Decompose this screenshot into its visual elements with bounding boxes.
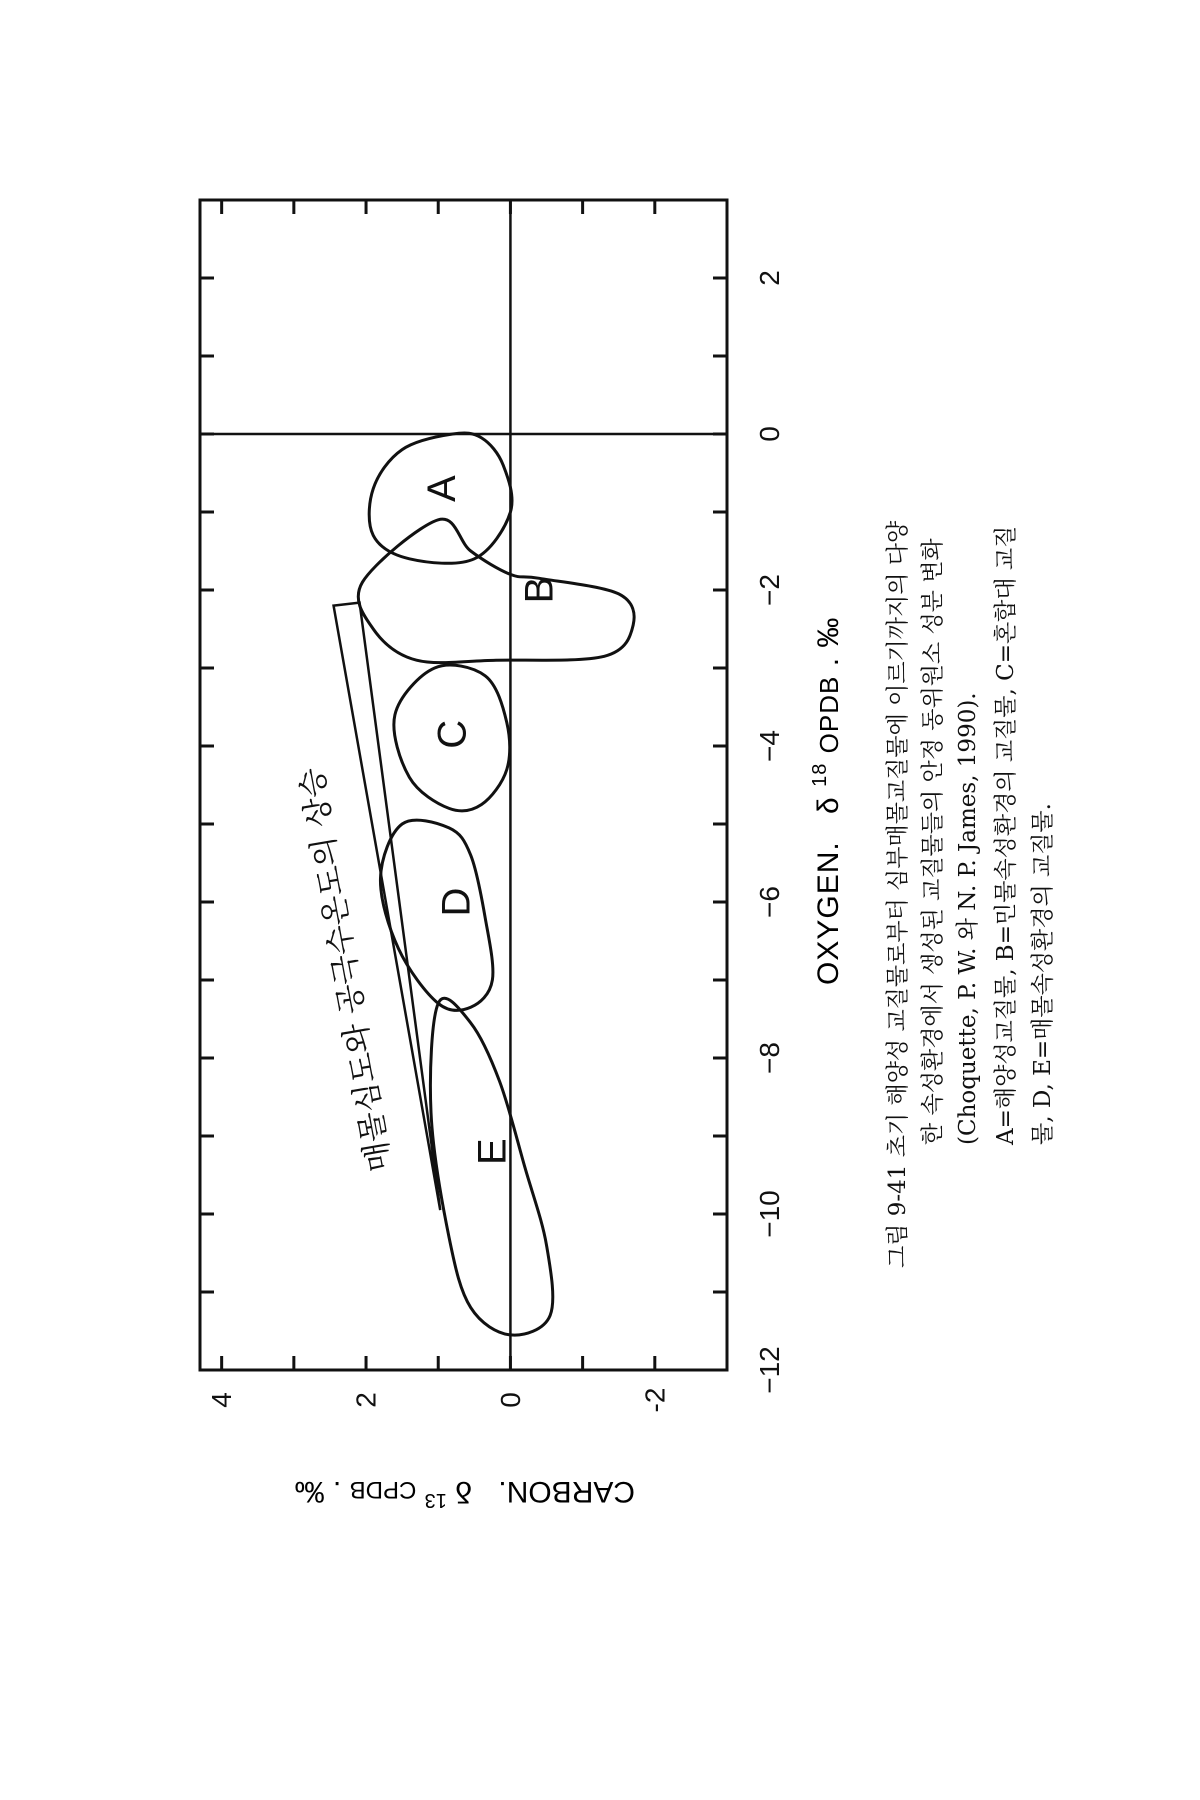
y-axis-title: [295, 1475, 635, 1520]
x-tick-label: 2: [754, 270, 785, 286]
x-tick-label: −2: [754, 574, 785, 606]
x-tick-label: −10: [754, 1190, 785, 1238]
axis-ticks: [200, 200, 727, 1370]
y-tick-label: 2: [350, 1392, 382, 1408]
x-tick-label: −12: [754, 1346, 785, 1394]
x-axis-unit: . ‰: [812, 616, 845, 667]
caption-line-2: 한 속성환경에서 생성된 교질물들의 안정 동위원소 성분 변화: [920, 538, 946, 1145]
x-tick-label: 0: [754, 426, 785, 442]
figure-caption: [885, 520, 1056, 1268]
x-tick-label: −8: [754, 1042, 785, 1074]
x-axis-delta: δ: [812, 796, 845, 814]
trend-band: [293, 603, 440, 1211]
caption-line-5: 물, D, E=매몰속성환경의 교질물.: [1030, 803, 1056, 1145]
y-axis-sub: CPDB: [349, 1476, 417, 1503]
trend-band-label: 매몰심도와 공극수온도의 상승: [293, 764, 399, 1175]
field-a-label: A: [419, 475, 464, 502]
x-tick-label: −4: [754, 730, 785, 762]
diagenetic-fields: [358, 433, 634, 1335]
x-axis-title-text: OXYGEN.: [812, 841, 845, 985]
field-c-label: C: [430, 719, 475, 749]
x-axis-sup: 18: [809, 762, 831, 787]
caption-line-3: (Choquette, P. W. 와 N. P. James, 1990).: [955, 692, 981, 1145]
plot-frame: [200, 200, 727, 1370]
y-axis-delta: δ: [455, 1475, 472, 1508]
y-tick-label: 4: [206, 1392, 238, 1408]
caption-line-4: A=해양성교질물, B=민물속성환경의 교질물, C=혼합대 교질: [993, 525, 1019, 1145]
x-axis-title: [800, 617, 845, 985]
tick-labels: [206, 270, 785, 1412]
y-tick-label: 0: [494, 1392, 526, 1408]
y-tick-label: -2: [639, 1387, 671, 1413]
y-axis-sup: 13: [424, 1489, 447, 1511]
y-axis-unit: . ‰: [294, 1475, 342, 1508]
field-e-outline: [430, 998, 552, 1335]
field-e-label: E: [470, 1138, 515, 1165]
x-axis-sub: OPDB: [814, 675, 844, 754]
reference-lines: [200, 200, 727, 1370]
y-axis-title-text: CARBON.: [498, 1475, 635, 1508]
field-b-label: B: [517, 576, 562, 604]
x-tick-label: −6: [754, 886, 785, 918]
field-d-label: D: [434, 887, 479, 917]
caption-line-1: 그림 9-41 초기 해양성 교질물로부터 심부매몰교질물에 이르기까지의 다양: [885, 520, 911, 1268]
